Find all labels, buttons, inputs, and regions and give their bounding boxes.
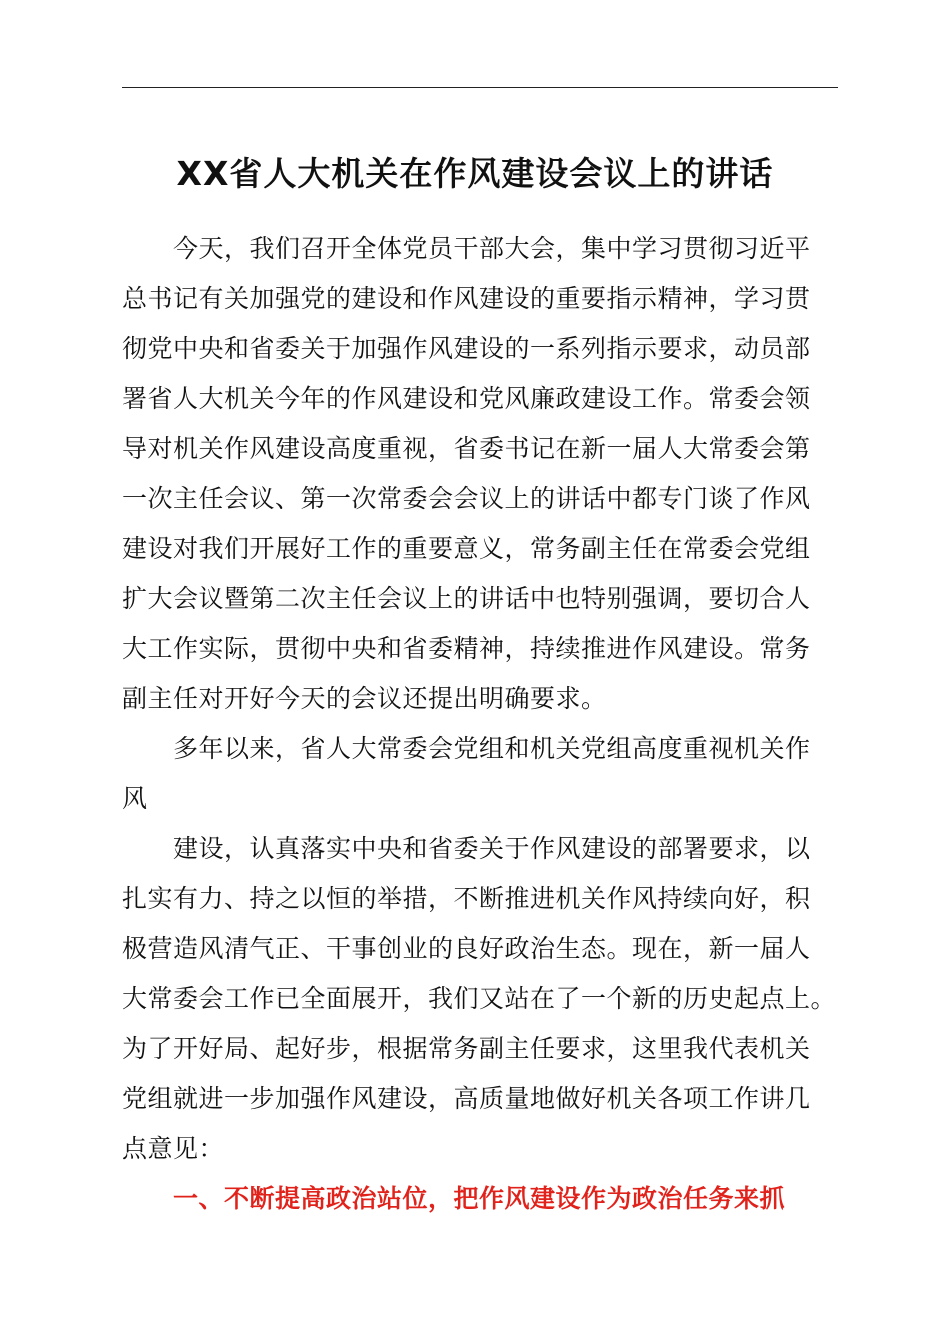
paragraph-line: 建设，认真落实中央和省委关于作风建设的部署要求，以	[173, 834, 811, 863]
section-heading: 一、不断提高政治站位，把作风建设作为政治任务来抓	[173, 1184, 786, 1213]
paragraph-line: 建设对我们开展好工作的重要意义，常务副主任在常委会党组	[122, 534, 811, 563]
paragraph-line: 署省人大机关今年的作风建设和党风廉政建设工作。常委会领	[122, 384, 811, 413]
paragraph-line: 极营造风清气正、干事创业的良好政治生态。现在，新一届人	[122, 934, 811, 963]
paragraph-line: 党组就进一步加强作风建设，高质量地做好机关各项工作讲几	[122, 1084, 811, 1113]
paragraph-line: 风	[122, 784, 148, 813]
paragraph-line: 导对机关作风建设高度重视，省委书记在新一届人大常委会第	[122, 434, 811, 463]
paragraph-line: 总书记有关加强党的建设和作风建设的重要指示精神，学习贯	[122, 284, 811, 313]
paragraph-line: 为了开好局、起好步，根据常务副主任要求，这里我代表机关	[122, 1034, 811, 1063]
paragraph-line: 点意见：	[122, 1134, 225, 1163]
paragraph-line: 彻党中央和省委关于加强作风建设的一系列指示要求，动员部	[122, 334, 811, 363]
paragraph-line: 今天，我们召开全体党员干部大会，集中学习贯彻习近平	[173, 234, 811, 263]
document-title: XX省人大机关在作风建设会议上的讲话	[176, 154, 774, 193]
header-rule	[122, 87, 838, 88]
paragraph-line: 副主任对开好今天的会议还提出明确要求。	[122, 684, 607, 713]
paragraph-line: 一次主任会议、第一次常委会会议上的讲话中都专门谈了作风	[122, 484, 811, 513]
paragraph-line: 扩大会议暨第二次主任会议上的讲话中也特别强调，要切合人	[122, 584, 811, 613]
document-body	[122, 224, 838, 1224]
paragraph-line: 扎实有力、持之以恒的举措，不断推进机关作风持续向好，积	[122, 884, 811, 913]
paragraph-line: 多年以来，省人大常委会党组和机关党组高度重视机关作	[173, 734, 811, 763]
paragraph-line: 大工作实际，贯彻中央和省委精神，持续推进作风建设。常务	[122, 634, 811, 663]
paragraph-line: 大常委会工作已全面展开，我们又站在了一个新的历史起点上。	[122, 984, 837, 1013]
